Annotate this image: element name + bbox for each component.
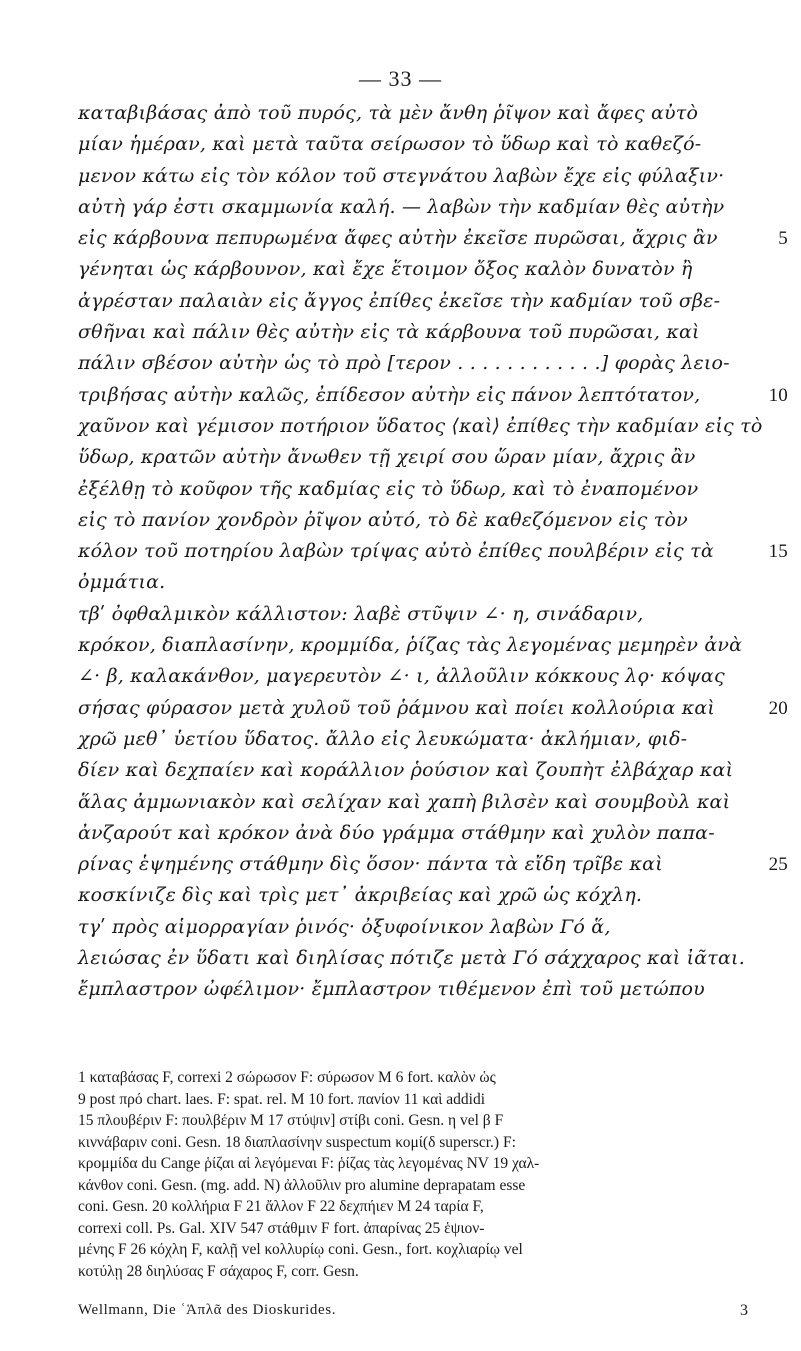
- line-text: ρίνας ἑψημένης στάθμην δὶς ὅσον· πάντα τὰ εἴδη τρῖβε καὶ: [78, 853, 663, 876]
- text-line: [78, 442, 728, 473]
- line-text: τγʹ πρὸς αἱμορραγίαν ῥινός· ὀξυφοίνικον λαβὼν Γό ἅ,: [78, 915, 611, 938]
- text-line: [78, 974, 728, 1005]
- line-text: μίαν ἡμέραν, καὶ μετὰ ταῦτα σείρωσον τὸ ὕδωρ καὶ τὸ καθεζό-: [78, 133, 702, 156]
- text-line: [78, 129, 728, 160]
- page-number: — 33 —: [359, 66, 442, 91]
- text-line: [78, 380, 788, 411]
- line-text: σήσας φύρασον μετὰ χυλοῦ τοῦ ῥάμνου καὶ ποίει κολλούρια καὶ: [78, 696, 716, 719]
- text-line: [78, 161, 728, 192]
- line-text: χαῦνον καὶ γέμισον ποτήριον ὕδατος ⟨καὶ⟩ ἐπίθες τὴν καδμίαν εἰς τὸ: [78, 414, 763, 437]
- line-text: ἅλας ἀμμωνιακὸν καὶ σελίχαν καὶ χαπὴ βιλσὲν καὶ σουμβοὺλ καὶ: [78, 790, 731, 813]
- line-text: ἀγρέσταν παλαιὰν εἰς ἄγγος ἐπίθες ἐκεῖσε τὴν καδμίαν τοῦ σβε-: [78, 289, 721, 312]
- line-text: σθῆναι καὶ πάλιν θὲς αὐτὴν εἰς τὰ κάρβουνα τοῦ πυρῶσαι, καὶ: [78, 321, 700, 344]
- main-text-block: [78, 98, 788, 1006]
- text-line: [78, 849, 788, 880]
- footnote-line: 15 πλουβέριν F: πουλβέριν M 17 στύψιν] στίβι coni. Gesn. η vel β F: [78, 1112, 504, 1129]
- text-line: [78, 755, 734, 786]
- text-line: [78, 474, 728, 505]
- line-text: κοσκίνιζε δὶς καὶ τρὶς μετ᾽ ἀκριβείας καὶ χρῶ ὡς κόχλη.: [78, 884, 643, 907]
- text-line: [78, 912, 728, 943]
- footnote-line: κοτύλῃ 28 διηλύσας F σάχαρος F, corr. Gesn.: [78, 1262, 359, 1280]
- text-line: [78, 880, 728, 911]
- line-text: αὐτὴ γάρ ἐστι σκαμμωνία καλή. — λαβὼν τὴν καδμίαν θὲς αὐτὴν: [78, 195, 725, 218]
- footnote-line: κιννάβαριν coni. Gesn. 18 διαπλασίνην suspectum κομί(δ superscr.) F:: [78, 1133, 516, 1151]
- page-footer: [78, 1302, 748, 1319]
- line-text: κρόκον, διαπλασίνην, κρομμίδα, ῥίζας τὰς λεγομένας μεμηρὲν ἀνὰ: [78, 634, 743, 657]
- text-line: [78, 98, 728, 129]
- footer-signature: 3: [740, 1302, 748, 1319]
- text-line: [78, 317, 728, 348]
- line-text: ∠· β, καλακάνθον, μαγερευτὸν ∠· ι, ἀλλοῦλιν κόκκους λϙ· κόψας: [78, 665, 725, 688]
- line-text: λειώσας ἐν ὕδατι καὶ διηλίσας πότιζε μετὰ Γό σάχχαρος καὶ ἰᾶται.: [78, 947, 745, 970]
- line-text: τβʹ ὀφθαλμικὸν κάλλιστον: λαβὲ στῦψιν ∠· η, σινάδαριν,: [78, 602, 644, 625]
- text-line: [78, 693, 788, 724]
- text-line: [78, 192, 728, 223]
- footnote-line: correxi coll. Ps. Gal. XIV 547 στάθμιν F fort. ἀπαρίνας 25 ἑψιον-: [78, 1219, 485, 1237]
- text-line: [78, 536, 788, 567]
- text-line: [78, 724, 728, 755]
- line-number: 25: [768, 854, 788, 876]
- line-text: ἐξέλθῃ τὸ κοῦφον τῆς καδμίας εἰς τὸ ὕδωρ, καὶ τὸ ἐναπομένον: [78, 477, 699, 500]
- text-line: [78, 505, 728, 536]
- text-line: [78, 787, 731, 818]
- text-line: [78, 348, 728, 379]
- line-text: εἰς κάρβουνα πεπυρωμένα ἄφες αὐτὴν ἐκεῖσε πυρῶσαι, ἄχρις ἂν: [78, 227, 718, 250]
- text-line: [78, 599, 728, 630]
- text-line: [78, 411, 763, 442]
- line-text: καταβιβάσας ἀπὸ τοῦ πυρός, τὰ μὲν ἄνθη ῥῖψον καὶ ἄφες αὐτὸ: [78, 102, 699, 124]
- footnote-line: 9 post πρό chart. laes. F: spat. rel. M 10 fort. πανίον 11 καὶ addidi: [78, 1090, 486, 1108]
- line-number: 5: [778, 228, 788, 250]
- text-line: [78, 254, 728, 285]
- line-text: γένηται ὡς κάρβουνον, καὶ ἔχε ἕτοιμον ὄξος καλὸν δυνατὸν ἢ: [78, 258, 693, 281]
- footnote-line: μένης F 26 κόχλη F, καλῇ vel κολλυρίῳ coni. Gesn., fort. κοχλιαρίῳ vel: [78, 1241, 523, 1258]
- line-text: εἰς τὸ πανίον χονδρὸν ῥῖψον αὐτό, τὸ δὲ καθεζόμενον εἰς τὸν: [78, 508, 688, 531]
- text-line: [78, 943, 745, 974]
- line-text: χρῶ μεθ᾽ ὑετίου ὕδατος. ἄλλο εἰς λευκώματα· ἀκλήμιαν, φιδ-: [78, 727, 688, 750]
- line-text: κόλον τοῦ ποτηρίου λαβὼν τρίψας αὐτὸ ἐπίθες πουλβέριν εἰς τὰ: [78, 540, 714, 563]
- line-number: 20: [768, 697, 788, 719]
- footnote-line: κρομμίδα du Cange ῥίζαι αἱ λεγόμεναι F: ῥίζας τὰς λεγομένας NV 19 χαλ-: [78, 1155, 540, 1172]
- text-line: [78, 286, 728, 317]
- text-line: [78, 818, 728, 849]
- line-text: ἔμπλαστρον ὠφέλιμον· ἔμπλαστρον τιθέμενον ἐπὶ τοῦ μετώπου: [78, 978, 705, 1001]
- line-text: πάλιν σβέσον αὐτὴν ὡς τὸ πρὸ [τερον . . . . . . . . . . . .] φορὰς λειο-: [78, 352, 730, 375]
- footnote-line: coni. Gesn. 20 κολλήρια F 21 ἄλλον F 22 δεχπήιεν M 24 ταρία F,: [78, 1198, 484, 1215]
- line-text: τριβήσας αὐτὴν καλῶς, ἐπίδεσον αὐτὴν εἰς πάνον λεπτότατον,: [78, 383, 701, 406]
- line-text: ὕδωρ, κρατῶν αὐτὴν ἄνωθεν τῇ χειρί σου ὥραν μίαν, ἄχρις ἂν: [78, 446, 696, 469]
- line-text: δίεν καὶ δεχπαίεν καὶ κοράλλιον ῥούσιον καὶ ζουπὴτ ἐλβάχαρ καὶ: [78, 759, 734, 782]
- text-line: [78, 567, 728, 598]
- line-number: 15: [768, 541, 788, 563]
- footnote-line: κάνθον coni. Gesn. (mg. add. N) ἀλλοῦλιν pro alumine deprapatam esse: [78, 1176, 526, 1194]
- text-line: [78, 630, 743, 661]
- line-text: ἀνζαρούτ καὶ κρόκον ἀνὰ δύο γράμμα στάθμην καὶ χυλὸν παπα-: [78, 821, 715, 844]
- footnotes-block: [78, 1067, 728, 1282]
- line-text: ὀμμάτια.: [78, 571, 166, 594]
- footer-citation: Wellmann, Die ʿἉπλᾶ des Dioskurides.: [78, 1302, 337, 1318]
- line-number: 10: [768, 384, 788, 406]
- text-line: [78, 223, 788, 254]
- footnote-line: 1 καταβάσας F, correxi 2 σώρωσον F: σύρωσον M 6 fort. καλὸν ὡς: [78, 1069, 496, 1086]
- text-line: [78, 661, 728, 692]
- line-text: μενον κάτω εἰς τὸν κόλον τοῦ στεγνάτου λαβὼν ἔχε εἰς φύλαξιν·: [78, 164, 725, 187]
